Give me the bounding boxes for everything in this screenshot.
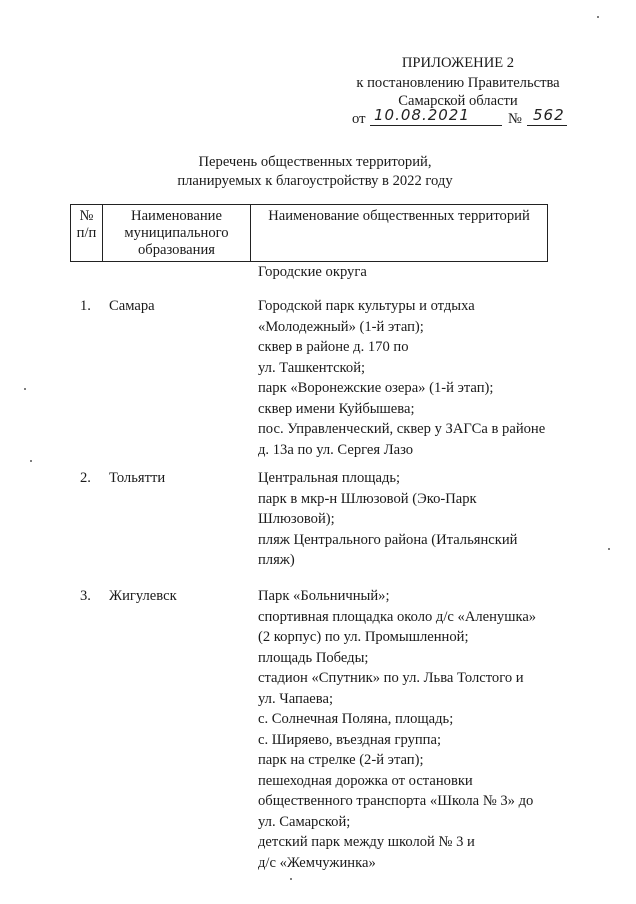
scan-speck [608,548,610,550]
row-municipality: Самара [109,298,155,314]
list-item: пляж Центрального района (Итальянский [258,531,518,548]
row-number: 2. [80,470,91,486]
doc-title-line-2: планируемых к благоустройству в 2022 году [177,173,453,189]
list-item: парк на стрелке (2-й этап); [258,752,424,768]
appendix-line-2: Самарской области [398,93,518,109]
list-item: ул. Чапаева; [258,690,333,707]
section-title: Городские округа [258,264,367,280]
list-item: детский парк между школой № 3 и [258,834,475,850]
list-item: парк в мкр-н Шлюзовой (Эко-Парк [258,490,477,507]
list-item: площадь Победы; [258,649,369,666]
list-item: стадион «Спутник» по ул. Льва Толстого и [258,670,524,686]
list-item: с. Ширяево, въездная группа; [258,731,442,748]
row-municipality: Тольятти [109,470,166,486]
row-municipality: Жигулевск [109,588,177,604]
list-item: пос. Управленческий, сквер у ЗАГСа в районе [258,421,546,437]
list-item: сквер имени Куйбышева; [258,400,415,417]
scan-speck [597,16,599,18]
row-number: 1. [80,298,91,314]
table-header [70,204,548,262]
list-item: парк «Воронежские озера» (1-й этап); [258,380,494,396]
list-item: д. 13а по ул. Сергея Лазо [258,441,414,458]
list-item: пешеходная дорожка от остановки [258,772,473,789]
scan-speck [30,460,32,462]
appendix-title: ПРИЛОЖЕНИЕ 2 [401,55,515,71]
number-label: № [508,111,522,127]
number-underline [527,125,567,126]
list-item: «Молодежный» (1-й этап); [258,318,424,335]
list-item: сквер в районе д. 170 по [258,339,409,355]
doc-title-line-1: Перечень общественных территорий, [198,154,432,170]
list-item: Шлюзовой); [258,511,335,527]
list-item: ул. Самарской; [258,813,351,830]
list-item: д/с «Жемчужинка» [258,854,376,871]
list-item: Городской парк культуры и отдыха [258,298,475,314]
header-col-municipality: Наименование муниципального образования [103,205,251,262]
date-underline [370,125,502,126]
header-col-number: № п/п [71,205,103,262]
list-item: спортивная площадка около д/с «Аленушка» [258,608,537,625]
from-label: от [352,111,366,127]
list-item: ул. Ташкентской; [258,359,366,376]
list-item: Парк «Больничный»; [258,588,390,604]
list-item: Центральная площадь; [258,470,401,486]
header-col-territories: Наименование общественных территорий [251,205,548,262]
decree-date: 10.08.2021 [374,106,470,124]
list-item: (2 корпус) по ул. Промышленной; [258,629,469,645]
list-item: с. Солнечная Поляна, площадь; [258,711,454,727]
appendix-line-1: к постановлению Правительства [356,75,560,91]
scan-speck [290,878,292,880]
decree-number: 562 [533,106,565,124]
row-territories [258,586,536,873]
list-item: пляж) [258,552,295,568]
row-territories [258,296,545,460]
row-territories [258,468,517,571]
scan-speck [24,388,26,390]
row-number: 3. [80,588,91,604]
list-item: общественного транспорта «Школа № 3» до [258,793,534,809]
